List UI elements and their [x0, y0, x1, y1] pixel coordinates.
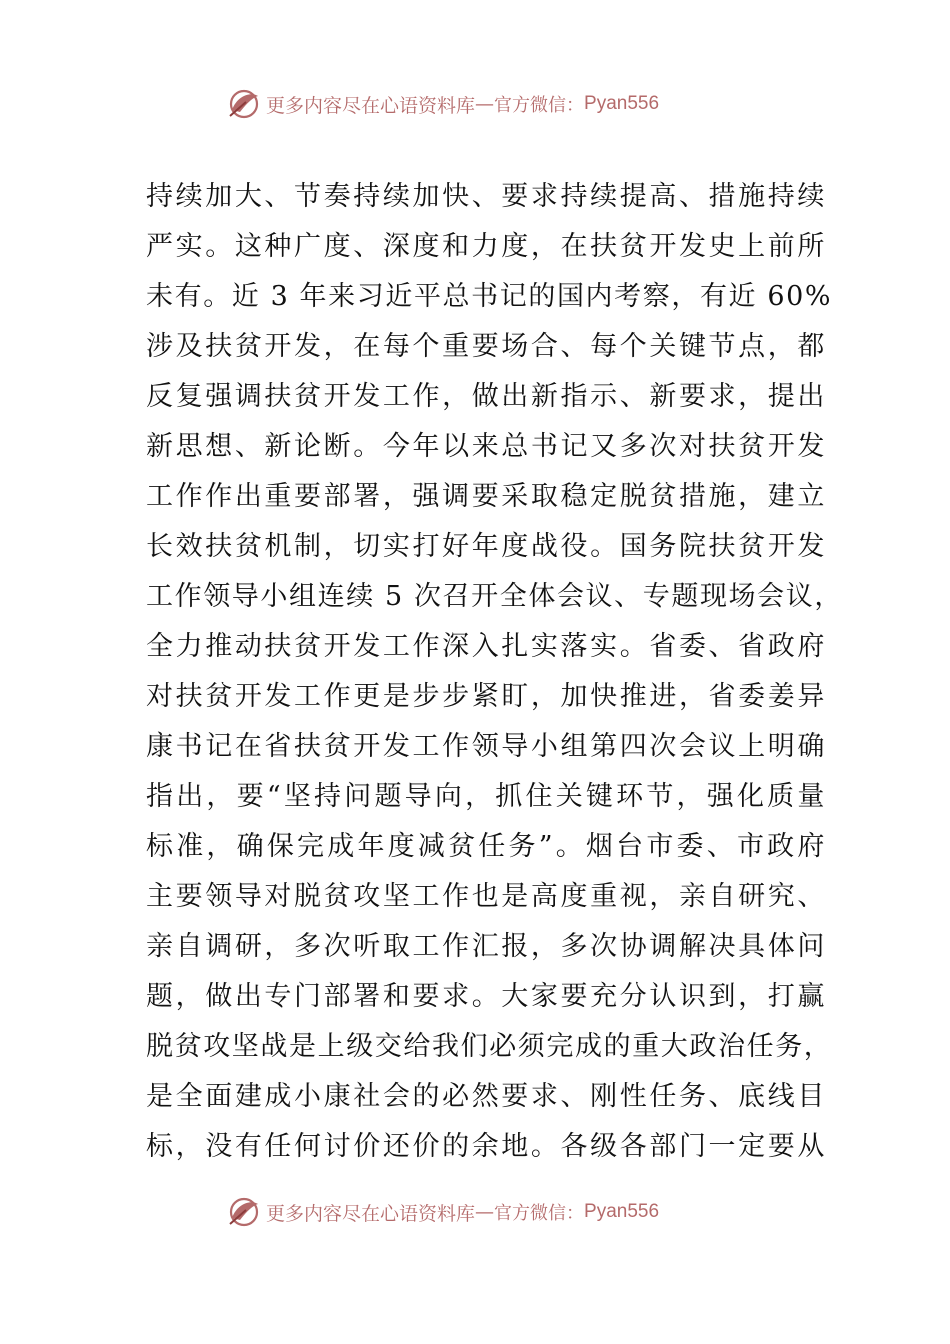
watermark-id: Pyan556 — [584, 93, 660, 114]
text-line: 涉及扶贫开发，在每个重要场合、每个关键节点，都 — [146, 331, 826, 362]
text-line: 工作作出重要部署，强调要采取稳定脱贫措施，建立 — [146, 481, 826, 512]
text-line: 指出，要“坚持问题导向，抓住关键环节，强化质量 — [146, 781, 826, 812]
text-line: 标，没有任何讨价还价的余地。各级各部门一定要从 — [146, 1131, 826, 1162]
header-watermark — [226, 84, 746, 124]
text-line: 全力推动扶贫开发工作深入扎实落实。省委、省政府 — [146, 631, 826, 662]
leaf-logo-icon — [226, 86, 262, 122]
text-line: 长效扶贫机制，切实打好年度战役。国务院扶贫开发 — [146, 531, 826, 562]
text-line: 主要领导对脱贫攻坚工作也是高度重视，亲自研究、 — [146, 881, 826, 912]
text-line: 持续加大、节奏持续加快、要求持续提高、措施持续 — [146, 181, 826, 212]
watermark-separator: — — [475, 93, 495, 115]
text-line: 未有。近 3 年来习近平总书记的国内考察，有近 60% — [146, 281, 833, 312]
text-line: 对扶贫开发工作更是步步紧盯，加快推进，省委姜异 — [146, 681, 826, 712]
text-line: 工作领导小组连续 5 次召开全体会议、专题现场会议， — [146, 581, 843, 612]
text-line: 康书记在省扶贫开发工作领导小组第四次会议上明确 — [146, 731, 826, 762]
text-line: 题，做出专门部署和要求。大家要充分认识到，打赢 — [146, 981, 826, 1012]
text-line: 是全面建成小康社会的必然要求、刚性任务、底线目 — [146, 1081, 826, 1112]
text-line: 标准，确保完成年度减贫任务”。烟台市委、市政府 — [146, 831, 826, 862]
watermark-separator: — — [475, 1201, 495, 1223]
text-line: 严实。这种广度、深度和力度，在扶贫开发史上前所 — [146, 231, 826, 262]
watermark-main-text: 更多内容尽在心语资料库 — [266, 94, 476, 117]
watermark-label: 官方微信： — [494, 95, 585, 116]
footer-watermark — [226, 1192, 746, 1232]
text-line: 反复强调扶贫开发工作，做出新指示、新要求，提出 — [146, 381, 826, 412]
watermark-id: Pyan556 — [584, 1201, 660, 1222]
text-line: 亲自调研，多次听取工作汇报，多次协调解决具体问 — [146, 931, 826, 962]
body-paragraph — [146, 172, 843, 1172]
text-line: 新思想、新论断。今年以来总书记又多次对扶贫开发 — [146, 431, 826, 462]
leaf-logo-icon — [226, 1194, 262, 1230]
text-line: 脱贫攻坚战是上级交给我们必须完成的重大政治任务， — [146, 1031, 833, 1062]
watermark-label: 官方微信： — [494, 1203, 585, 1224]
watermark-main-text: 更多内容尽在心语资料库 — [266, 1202, 476, 1225]
